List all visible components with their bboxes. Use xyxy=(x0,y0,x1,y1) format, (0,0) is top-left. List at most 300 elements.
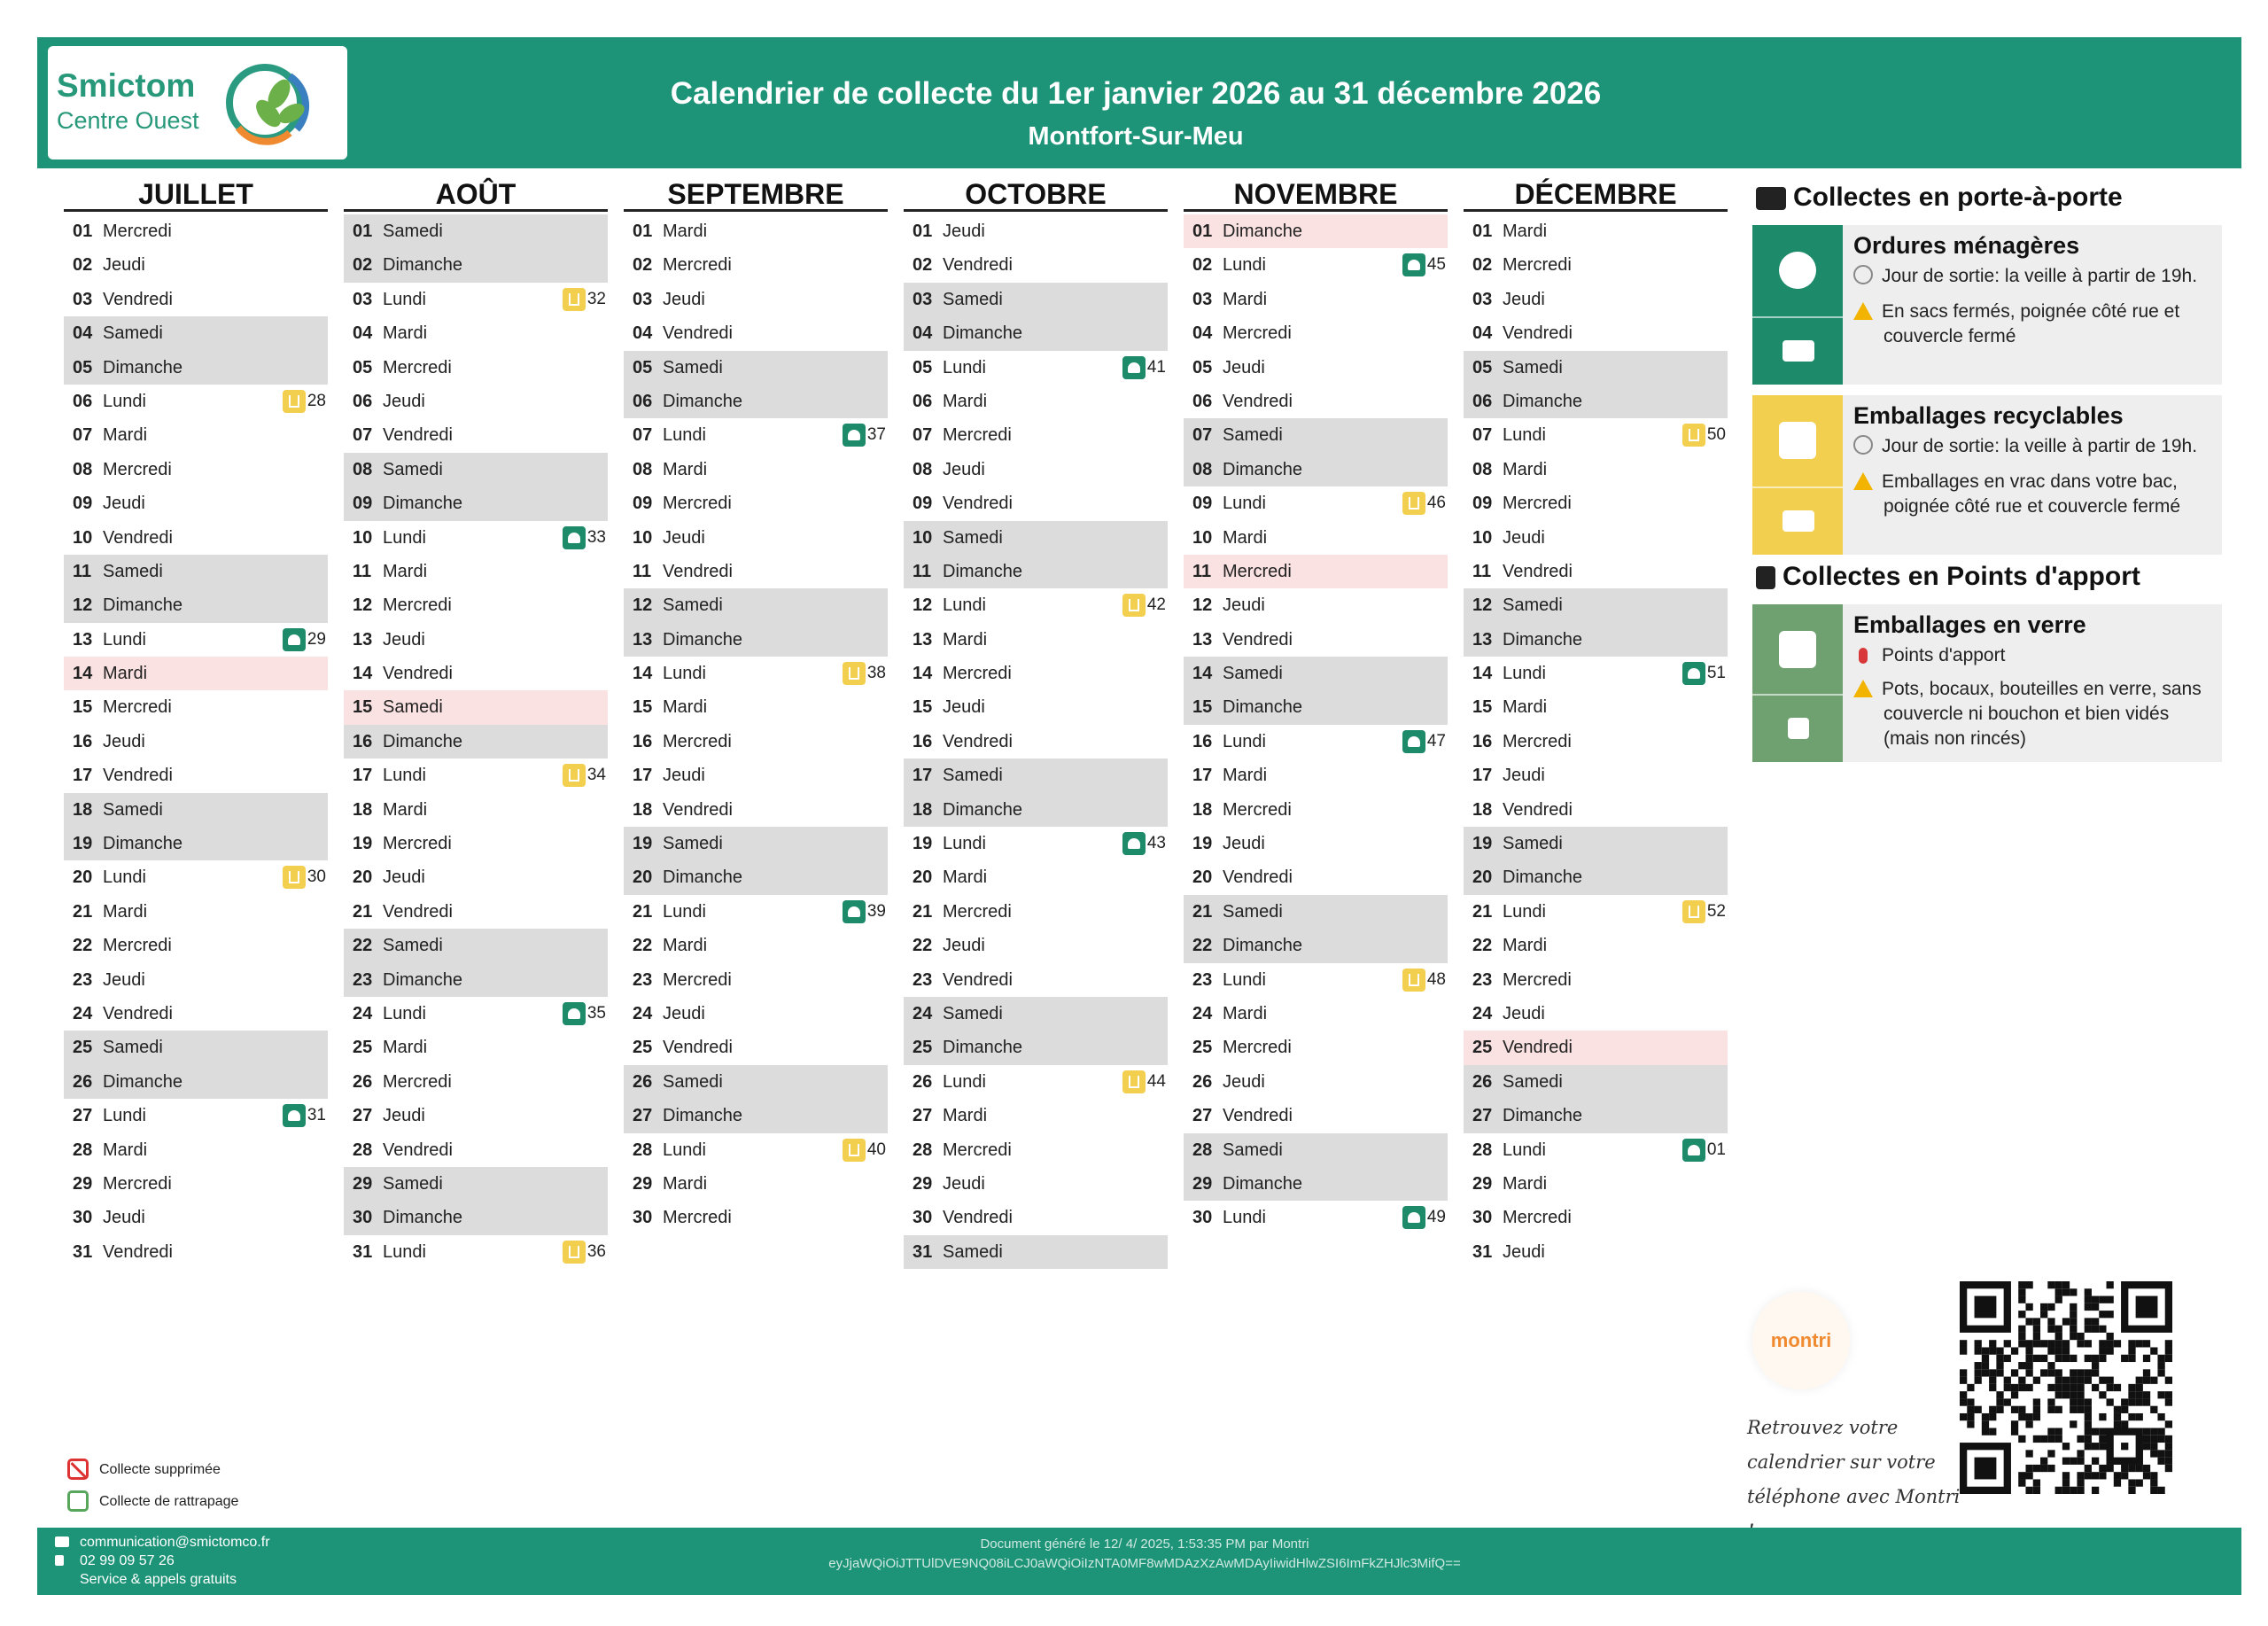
day-name: Lundi xyxy=(383,766,426,786)
day-number: 08 xyxy=(73,459,93,479)
day-name: Mercredi xyxy=(1223,799,1292,820)
day-name: Mercredi xyxy=(1223,323,1292,344)
day-row xyxy=(344,316,608,350)
day-number: 29 xyxy=(1192,1173,1213,1194)
day-name: Mardi xyxy=(1223,527,1268,548)
collection-badge-ordures xyxy=(1122,832,1166,855)
day-row xyxy=(64,486,328,520)
day-name: Samedi xyxy=(1223,1140,1283,1160)
footer-email[interactable]: communication@smictomco.fr xyxy=(80,1535,270,1550)
day-name: Samedi xyxy=(663,357,723,377)
day-row xyxy=(624,827,888,860)
day-number: 04 xyxy=(1192,323,1213,344)
day-number: 03 xyxy=(1472,289,1493,309)
day-number: 05 xyxy=(1472,357,1493,377)
day-number: 08 xyxy=(913,459,933,479)
day-number: 04 xyxy=(73,323,93,344)
day-row xyxy=(64,963,328,997)
day-name: Samedi xyxy=(103,1038,163,1058)
collection-badge-ordures xyxy=(1402,253,1446,276)
trash-bag-icon xyxy=(1779,252,1816,289)
day-name: Mercredi xyxy=(663,1208,732,1228)
day-row xyxy=(1184,1099,1448,1132)
phone-icon xyxy=(55,1555,64,1566)
day-number: 28 xyxy=(353,1140,373,1160)
collection-badge-ordures xyxy=(1402,730,1446,753)
day-row xyxy=(904,316,1168,350)
day-row xyxy=(904,1235,1168,1269)
month-header: AOÛT xyxy=(344,174,608,212)
day-row xyxy=(1464,793,1728,827)
day-number: 18 xyxy=(353,799,373,820)
card-line-location xyxy=(1853,643,2217,668)
day-name: Jeudi xyxy=(103,969,145,990)
day-name: Vendredi xyxy=(1503,561,1573,581)
day-row xyxy=(624,690,888,724)
day-name: Dimanche xyxy=(383,494,463,514)
smictom-leaf-logo-icon xyxy=(212,58,336,147)
day-name: Dimanche xyxy=(1223,936,1303,956)
collection-badge-recyclables xyxy=(843,1139,886,1162)
day-name: Dimanche xyxy=(1223,697,1303,718)
day-name: Lundi xyxy=(103,1106,146,1126)
day-row xyxy=(344,1167,608,1201)
day-name: Samedi xyxy=(1503,595,1563,616)
collection-badge-ordures xyxy=(1402,1206,1446,1229)
day-row xyxy=(64,521,328,555)
day-name: Lundi xyxy=(943,595,986,616)
day-number: 12 xyxy=(1192,595,1213,616)
day-name: Lundi xyxy=(383,1003,426,1023)
day-row xyxy=(624,860,888,894)
day-row xyxy=(1464,385,1728,418)
day-number: 08 xyxy=(633,459,653,479)
day-name: Mardi xyxy=(1503,459,1548,479)
day-name: Lundi xyxy=(103,629,146,650)
day-row xyxy=(904,521,1168,555)
day-number: 30 xyxy=(633,1208,653,1228)
day-row xyxy=(64,793,328,827)
day-name: Samedi xyxy=(663,1071,723,1092)
day-row xyxy=(904,860,1168,894)
day-name: Vendredi xyxy=(1223,629,1293,650)
day-row xyxy=(904,351,1168,385)
day-name: Mercredi xyxy=(1223,561,1292,581)
day-number: 19 xyxy=(1472,834,1493,854)
day-row xyxy=(624,1167,888,1201)
legend-label: Collecte de rattrapage xyxy=(99,1494,239,1509)
day-name: Mercredi xyxy=(103,697,172,718)
day-number: 17 xyxy=(633,766,653,786)
day-name: Lundi xyxy=(943,1071,986,1092)
day-row xyxy=(64,1031,328,1064)
day-row xyxy=(1464,1133,1728,1167)
day-name: Mardi xyxy=(383,561,428,581)
day-number: 24 xyxy=(1192,1003,1213,1023)
day-row xyxy=(64,1201,328,1234)
day-row xyxy=(344,895,608,929)
day-number: 16 xyxy=(73,731,93,751)
day-name: Dimanche xyxy=(943,561,1023,581)
day-number: 01 xyxy=(353,222,373,241)
day-name: Samedi xyxy=(943,1241,1003,1262)
logo-line-1: Smictom xyxy=(57,67,196,104)
recycling-bin-icon xyxy=(283,866,306,889)
day-number: 15 xyxy=(1472,697,1493,718)
day-row xyxy=(624,385,888,418)
trash-bag-icon xyxy=(283,1104,306,1127)
day-number: 27 xyxy=(633,1106,653,1126)
day-number: 21 xyxy=(633,901,653,922)
day-row xyxy=(1464,963,1728,997)
instruction-text-cont: poignée côté rue et couvercle fermé xyxy=(1884,496,2181,517)
montri-line: Retrouvez votre xyxy=(1747,1417,1899,1438)
day-row xyxy=(904,283,1168,316)
day-row xyxy=(64,929,328,962)
day-name: Vendredi xyxy=(1503,799,1573,820)
day-number: 12 xyxy=(633,595,653,616)
day-row xyxy=(1184,283,1448,316)
day-number: 12 xyxy=(1472,595,1493,616)
day-row xyxy=(624,351,888,385)
day-number: 10 xyxy=(73,527,93,548)
day-number: 14 xyxy=(633,664,653,684)
trash-bag-icon xyxy=(843,424,866,447)
day-row xyxy=(1464,929,1728,962)
week-number: 38 xyxy=(866,664,886,683)
day-row xyxy=(904,793,1168,827)
day-number: 19 xyxy=(913,834,933,854)
day-row xyxy=(624,1133,888,1167)
day-number: 05 xyxy=(913,357,933,377)
collection-badge-recyclables xyxy=(563,764,606,787)
day-row xyxy=(624,997,888,1031)
day-number: 13 xyxy=(73,629,93,650)
day-name: Jeudi xyxy=(1223,357,1265,377)
day-row xyxy=(1464,316,1728,350)
collection-badge-ordures xyxy=(283,628,326,651)
day-number: 08 xyxy=(1192,459,1213,479)
day-row xyxy=(1184,385,1448,418)
day-name: Mardi xyxy=(663,222,708,241)
day-number: 06 xyxy=(1192,391,1213,411)
day-number: 29 xyxy=(1472,1173,1493,1194)
day-number: 30 xyxy=(353,1208,373,1228)
day-name: Lundi xyxy=(1223,731,1266,751)
day-name: Vendredi xyxy=(943,969,1013,990)
day-row xyxy=(624,1065,888,1099)
day-name: Dimanche xyxy=(383,1208,463,1228)
day-name: Dimanche xyxy=(103,595,183,616)
day-name: Samedi xyxy=(663,595,723,616)
day-number: 19 xyxy=(353,834,373,854)
recycling-bin-icon xyxy=(1682,424,1705,447)
day-number: 03 xyxy=(353,289,373,309)
day-name: Jeudi xyxy=(383,629,425,650)
day-list xyxy=(624,214,888,1235)
day-number: 29 xyxy=(353,1173,373,1194)
day-row xyxy=(344,657,608,690)
day-number: 28 xyxy=(1192,1140,1213,1160)
week-number: 39 xyxy=(866,901,886,921)
day-name: Samedi xyxy=(1223,425,1283,446)
day-name: Mercredi xyxy=(663,255,732,276)
recycling-bin-icon xyxy=(283,390,306,413)
day-number: 16 xyxy=(913,731,933,751)
month-column-decembre xyxy=(1464,174,1728,1269)
day-row xyxy=(1184,963,1448,997)
month-header: OCTOBRE xyxy=(904,174,1168,212)
day-name: Mercredi xyxy=(383,357,452,377)
day-number: 21 xyxy=(353,901,373,922)
day-number: 17 xyxy=(1192,766,1213,786)
week-number: 31 xyxy=(307,1106,326,1125)
day-number: 25 xyxy=(913,1038,933,1058)
collection-badge-ordures xyxy=(1122,356,1166,379)
day-number: 07 xyxy=(1472,425,1493,446)
day-row xyxy=(64,1065,328,1099)
day-number: 28 xyxy=(633,1140,653,1160)
day-name: Samedi xyxy=(103,561,163,581)
day-name: Lundi xyxy=(663,901,706,922)
trash-bag-icon xyxy=(563,526,586,549)
day-number: 24 xyxy=(633,1003,653,1023)
section-porte-a-porte-title xyxy=(1756,183,2123,213)
day-name: Mardi xyxy=(1503,1173,1548,1194)
header-banner xyxy=(37,37,2241,168)
month-column-septembre xyxy=(624,174,888,1235)
day-number: 02 xyxy=(73,255,93,276)
card-line-instructions xyxy=(1853,300,2217,349)
day-name: Mercredi xyxy=(663,969,732,990)
day-row xyxy=(1184,1201,1448,1234)
day-number: 30 xyxy=(1192,1208,1213,1228)
footer-banner xyxy=(37,1528,2241,1595)
day-row xyxy=(344,351,608,385)
footer-service: Service & appels gratuits xyxy=(80,1572,237,1587)
day-name: Lundi xyxy=(663,425,706,446)
day-row xyxy=(1464,453,1728,486)
day-name: Jeudi xyxy=(383,1106,425,1126)
day-number: 08 xyxy=(353,459,373,479)
day-number: 30 xyxy=(73,1208,93,1228)
day-name: Vendredi xyxy=(663,323,733,344)
day-number: 27 xyxy=(1472,1106,1493,1126)
day-row xyxy=(344,623,608,657)
day-row xyxy=(64,418,328,452)
day-name: Mercredi xyxy=(1223,1038,1292,1058)
day-name: Jeudi xyxy=(663,766,705,786)
day-number: 05 xyxy=(1192,357,1213,377)
day-row xyxy=(1184,214,1448,248)
day-number: 18 xyxy=(633,799,653,820)
day-name: Samedi xyxy=(943,527,1003,548)
recyclables-color-strip xyxy=(1752,395,1843,555)
day-row xyxy=(64,316,328,350)
day-name: Mardi xyxy=(943,391,988,411)
day-number: 11 xyxy=(633,561,652,581)
day-name: Mardi xyxy=(103,425,148,446)
day-row xyxy=(344,418,608,452)
day-row xyxy=(344,690,608,724)
recyclable-packaging-icon xyxy=(1779,422,1816,459)
collection-cancelled-icon xyxy=(67,1459,89,1480)
day-number: 31 xyxy=(73,1241,93,1262)
day-name: Mercredi xyxy=(103,1173,172,1194)
day-name: Mardi xyxy=(943,629,988,650)
day-number: 09 xyxy=(73,494,93,514)
month-column-aout xyxy=(344,174,608,1269)
day-name: Jeudi xyxy=(1503,766,1545,786)
day-name: Mercredi xyxy=(1503,494,1572,514)
day-row xyxy=(1184,1133,1448,1167)
week-number: 41 xyxy=(1146,357,1166,377)
day-name: Lundi xyxy=(943,357,986,377)
recycling-bin-icon xyxy=(1402,492,1425,515)
recycling-bin-icon xyxy=(563,288,586,311)
collection-badge-recyclables xyxy=(1402,492,1446,515)
day-number: 15 xyxy=(633,697,653,718)
day-name: Dimanche xyxy=(383,969,463,990)
collection-badge-ordures xyxy=(843,900,886,923)
verre-color-strip xyxy=(1752,604,1843,762)
day-row xyxy=(64,759,328,792)
day-name: Lundi xyxy=(1503,1140,1546,1160)
day-list xyxy=(904,214,1168,1269)
collection-badge-ordures xyxy=(1682,1139,1726,1162)
day-number: 02 xyxy=(1472,255,1493,276)
instruction-text-cont: couvercle ni bouchon et bien vidés xyxy=(1884,704,2170,724)
day-number: 18 xyxy=(1472,799,1493,820)
day-number: 24 xyxy=(913,1003,933,1023)
day-number: 12 xyxy=(913,595,933,616)
week-number: 01 xyxy=(1706,1140,1726,1159)
footer-contact xyxy=(55,1533,270,1589)
day-number: 12 xyxy=(73,595,93,616)
day-row xyxy=(1184,725,1448,759)
card-line-instructions xyxy=(1853,470,2217,519)
day-name: Samedi xyxy=(383,1173,443,1194)
day-name: Vendredi xyxy=(383,664,453,684)
card-title: Emballages en verre xyxy=(1853,611,2086,638)
month-header: SEPTEMBRE xyxy=(624,174,888,212)
day-number: 28 xyxy=(913,1140,933,1160)
day-row xyxy=(904,453,1168,486)
day-number: 11 xyxy=(1192,561,1212,581)
day-row xyxy=(904,418,1168,452)
month-column-novembre xyxy=(1184,174,1448,1235)
day-number: 29 xyxy=(913,1173,933,1194)
day-row xyxy=(344,997,608,1031)
day-number: 16 xyxy=(353,731,373,751)
footer-phone[interactable]: 02 99 09 57 26 xyxy=(80,1553,175,1568)
day-name: Jeudi xyxy=(1503,1003,1545,1023)
day-number: 01 xyxy=(633,222,653,241)
truck-icon xyxy=(1756,187,1786,210)
day-name: Vendredi xyxy=(943,494,1013,514)
trash-bag-icon xyxy=(1682,662,1705,685)
day-number: 19 xyxy=(1192,834,1213,854)
day-row xyxy=(1184,555,1448,588)
day-row xyxy=(624,248,888,282)
day-number: 10 xyxy=(633,527,653,548)
trash-bag-icon xyxy=(1402,730,1425,753)
day-row xyxy=(344,759,608,792)
day-name: Lundi xyxy=(1223,1208,1266,1228)
day-row xyxy=(64,214,328,248)
day-number: 15 xyxy=(73,697,93,718)
day-name: Dimanche xyxy=(663,1106,743,1126)
day-row xyxy=(344,1065,608,1099)
day-name: Vendredi xyxy=(943,1208,1013,1228)
day-number: 18 xyxy=(73,799,93,820)
day-name: Mardi xyxy=(1223,766,1268,786)
day-name: Jeudi xyxy=(1223,834,1265,854)
page-title: Calendrier de collecte du 1er janvier 2026 au 31 décembre 2026 xyxy=(670,76,1602,111)
day-number: 08 xyxy=(1472,459,1493,479)
day-row xyxy=(1184,997,1448,1031)
day-number: 09 xyxy=(353,494,373,514)
day-row xyxy=(1464,1167,1728,1201)
day-name: Lundi xyxy=(383,1241,426,1262)
day-name: Dimanche xyxy=(943,799,1023,820)
day-number: 25 xyxy=(1472,1038,1493,1058)
day-list xyxy=(1464,214,1728,1269)
glass-bottle-icon xyxy=(1779,631,1816,668)
week-number: 34 xyxy=(586,766,606,785)
day-row xyxy=(64,248,328,282)
day-name: Jeudi xyxy=(103,494,145,514)
day-row xyxy=(1184,690,1448,724)
clock-icon xyxy=(1853,265,1873,284)
day-row xyxy=(344,793,608,827)
montri-logo[interactable]: montri xyxy=(1752,1292,1850,1389)
day-number: 22 xyxy=(353,936,373,956)
day-row xyxy=(904,1133,1168,1167)
day-name: Lundi xyxy=(1503,425,1546,446)
day-name: Vendredi xyxy=(103,1003,173,1023)
day-number: 19 xyxy=(73,834,93,854)
day-number: 28 xyxy=(73,1140,93,1160)
warning-icon xyxy=(1853,302,1873,320)
week-number: 45 xyxy=(1426,255,1446,275)
day-number: 25 xyxy=(633,1038,653,1058)
week-number: 30 xyxy=(307,867,326,887)
week-number: 40 xyxy=(866,1140,886,1159)
day-number: 26 xyxy=(913,1071,933,1092)
montri-line: téléphone avec Montri xyxy=(1747,1486,1961,1507)
day-row xyxy=(1184,351,1448,385)
day-number: 25 xyxy=(353,1038,373,1058)
day-row xyxy=(904,657,1168,690)
day-row xyxy=(904,929,1168,962)
day-number: 20 xyxy=(1192,867,1213,888)
day-row xyxy=(624,555,888,588)
day-row xyxy=(904,759,1168,792)
day-number: 20 xyxy=(1472,867,1493,888)
instruction-text: Emballages en vrac dans votre bac, xyxy=(1882,471,2178,492)
day-name: Samedi xyxy=(943,1003,1003,1023)
day-row xyxy=(904,486,1168,520)
day-row xyxy=(624,759,888,792)
day-row xyxy=(904,1201,1168,1234)
schedule-text: Jour de sortie: la veille à partir de 19h. xyxy=(1882,266,2198,286)
day-name: Dimanche xyxy=(663,867,743,888)
qr-code-icon[interactable] xyxy=(1960,1281,2172,1494)
day-number: 10 xyxy=(1192,527,1213,548)
warning-icon xyxy=(1853,472,1873,490)
day-row xyxy=(344,588,608,622)
